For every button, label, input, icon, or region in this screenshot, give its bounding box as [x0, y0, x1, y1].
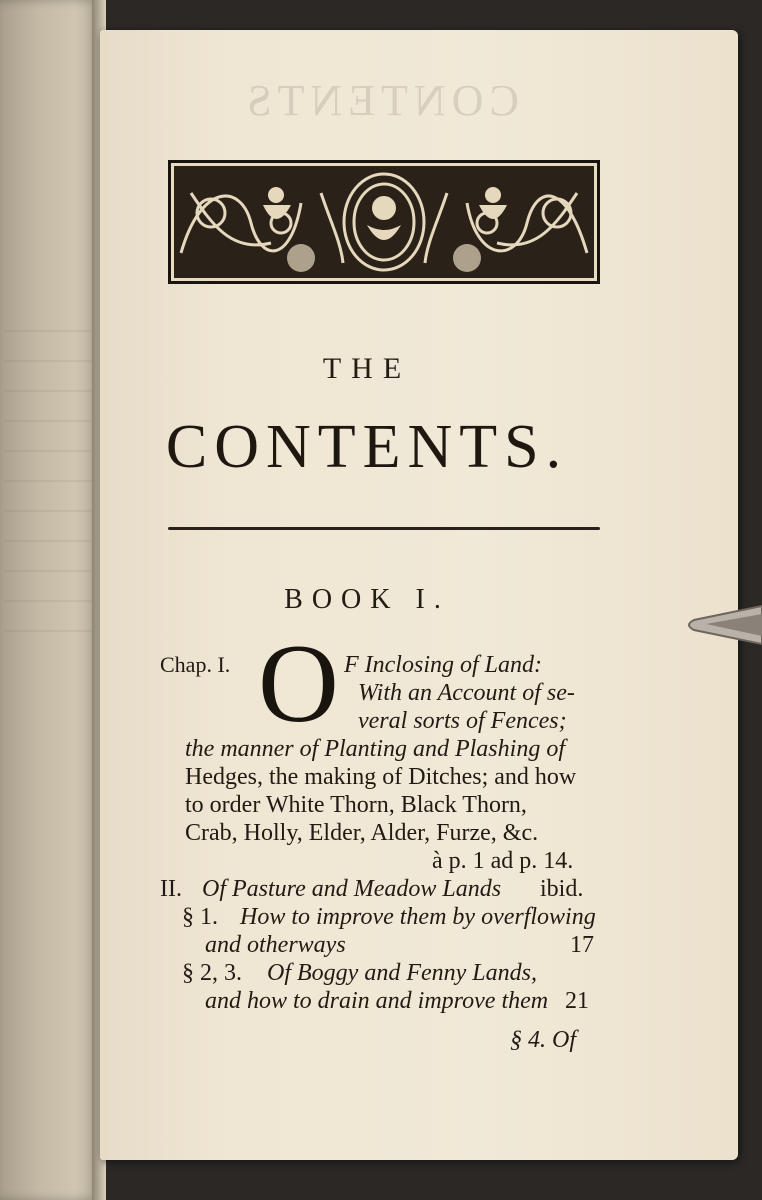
section2-line1: Of Boggy and Fenny Lands, [267, 960, 537, 986]
entry1-line6: to order White Thorn, Black Thorn, [185, 792, 527, 818]
heading-contents [100, 412, 634, 483]
ornamental-headpiece [168, 160, 600, 284]
book-heading: BOOK I. [284, 584, 450, 615]
entry1-pages: à p. 1 ad p. 14. [432, 848, 574, 874]
entry1-line1: F Inclosing of Land: [344, 652, 542, 678]
section1-line1: How to improve them by overflowing [240, 904, 596, 930]
entry1-line4: the manner of Planting and Plashing of [185, 736, 565, 762]
page-marker-tab [684, 604, 762, 646]
section1-line2: and otherways [205, 932, 346, 958]
heading-rule [168, 527, 600, 530]
section2-line2: and how to drain and improve them [205, 988, 549, 1014]
section1-page: 17 [570, 932, 594, 958]
section1-label: § 1. [182, 904, 218, 930]
entry2-title: Of Pasture and Meadow Lands [202, 876, 502, 902]
entry1-line2: With an Account of se- [358, 680, 575, 706]
catchword: § 4. Of [510, 1027, 576, 1053]
facing-page [0, 0, 100, 1200]
bleed-through-text: CONTENTS [241, 76, 519, 125]
heading-contents-word: CONTENTS [165, 413, 546, 481]
entry1-line7: Crab, Holly, Elder, Alder, Furze, &c. [185, 820, 539, 846]
entry2-number: II. [160, 876, 182, 902]
entry2-page: ibid. [540, 876, 584, 902]
entry1-line3: veral sorts of Fences; [358, 708, 567, 734]
heading-contents-period: . [545, 413, 569, 481]
facing-page-ghost-text [4, 330, 96, 650]
section2-page: 21 [565, 988, 589, 1014]
section2-label: § 2, 3. [182, 960, 242, 986]
heading-the: THE [322, 352, 412, 385]
entry1-line5: Hedges, the making of Ditches; and how [185, 764, 577, 790]
chapter-label: Chap. I. [160, 652, 231, 677]
drop-cap: O [258, 622, 339, 746]
